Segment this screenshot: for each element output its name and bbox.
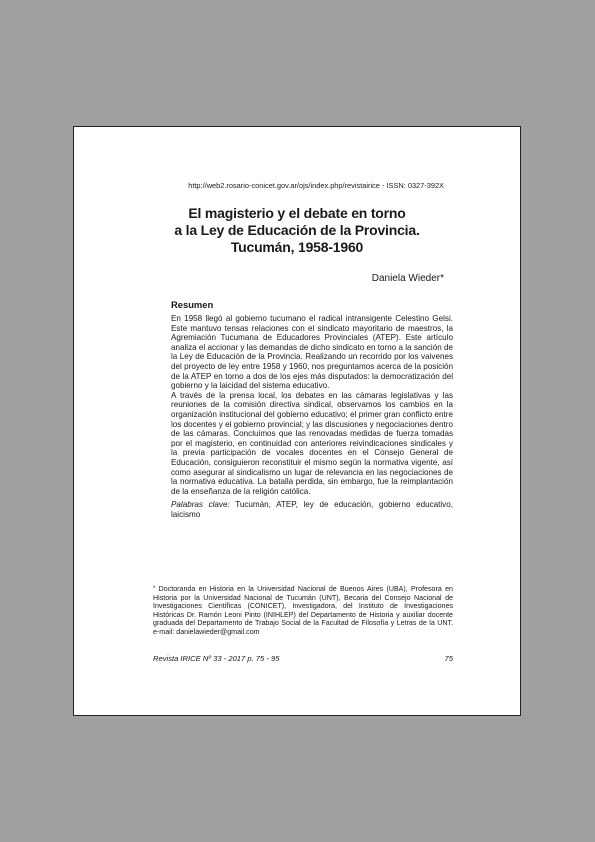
keywords-label: Palabras clave: [171, 500, 230, 510]
article-title [114, 205, 480, 256]
journal-citation: Revista IRICE Nº 33 - 2017 p. 75 - 95 [153, 654, 280, 663]
author-footnote [153, 585, 453, 637]
author-name: Daniela Wieder* [371, 273, 444, 284]
abstract-section [171, 299, 453, 519]
page-number: 75 [444, 654, 453, 663]
abstract-paragraph: En 1958 llegó al gobierno tucumano el radical intransigente Celestino Gelsi. Este mantuvo tensas relaciones con el sindicato mayoritario de maestros, la Agremiación Tucumana de Educadores Provinciales (ATEP). Este artículo analiza el accionar y las demandas de dicho sindicato en torno a la sanción de la Ley de Educación de la Provincia. Realizando un recorrido por los vaivenes del proyecto de ley entre 1958 y 1960, nos preguntamos acerca de la posición de la ATEP en torno a dos de los ejes más disputados: la democratización del gobierno y la laicidad del sistema educativo. [171, 314, 453, 391]
abstract-paragraph: A través de la prensa local, los debates en las cámaras legislativas y las reuniones de la comisión directiva sindical, observamos los cambios en la organización institucional del gobierno educativo; el primer gran conflicto entre los docentes y el gobierno provincial; y las discusiones y negociaciones dentro de las cámaras. Concluimos que las renovadas medidas de fuerza tomadas por el magisterio, en continuidad con anteriores reivindicaciones sindicales y la previa participación de vocales docentes en el Consejo General de Educación, consiguieron reconstituir el mismo según la normativa vigente, así como asegurar al sindicalismo un lugar de relevancia en las negociaciones de la normativa educativa. La batalla perdida, sin embargo, fue la reimplantación de la enseñanza de la religión católica. [171, 390, 453, 496]
footnote-text: Doctoranda en Historia en la Universidad Nacional de Buenos Aires (UBA), Profesora en Historia por la Universidad Nacional de Tucumán (UNT), Becaria del Consejo Nacional de Investigaciones Científicas (CONICET), Investigadora, del Instituto de Investigaciones Históricas Dr. Ramón Leoni Pinto (INIHLEP) del Departamento de Historia y auxiliar docente graduada del Departamento de Trabajo Social de la Facultad de Filosofía y Letras de la UNT. e-mail: danielawieder@gmail.com [153, 585, 453, 636]
title-line: Tucumán, 1958-1960 [230, 239, 364, 255]
abstract-heading: Resumen [171, 299, 214, 310]
footnote-mark: * [153, 586, 156, 592]
keywords-list: Tucumán, ATEP, ley de educación, gobierno educativo, laicismo [171, 500, 453, 519]
keywords [171, 500, 453, 519]
document-page [73, 126, 521, 716]
page-footer [153, 654, 453, 663]
title-line: a la Ley de Educación de la Provincia. [174, 222, 420, 238]
journal-url: http://web2.rosario-conicet.gov.ar/ojs/index.php/revistairice - ISSN: 0327-392X [188, 181, 444, 190]
title-line: El magisterio y el debate en torno [188, 205, 406, 221]
